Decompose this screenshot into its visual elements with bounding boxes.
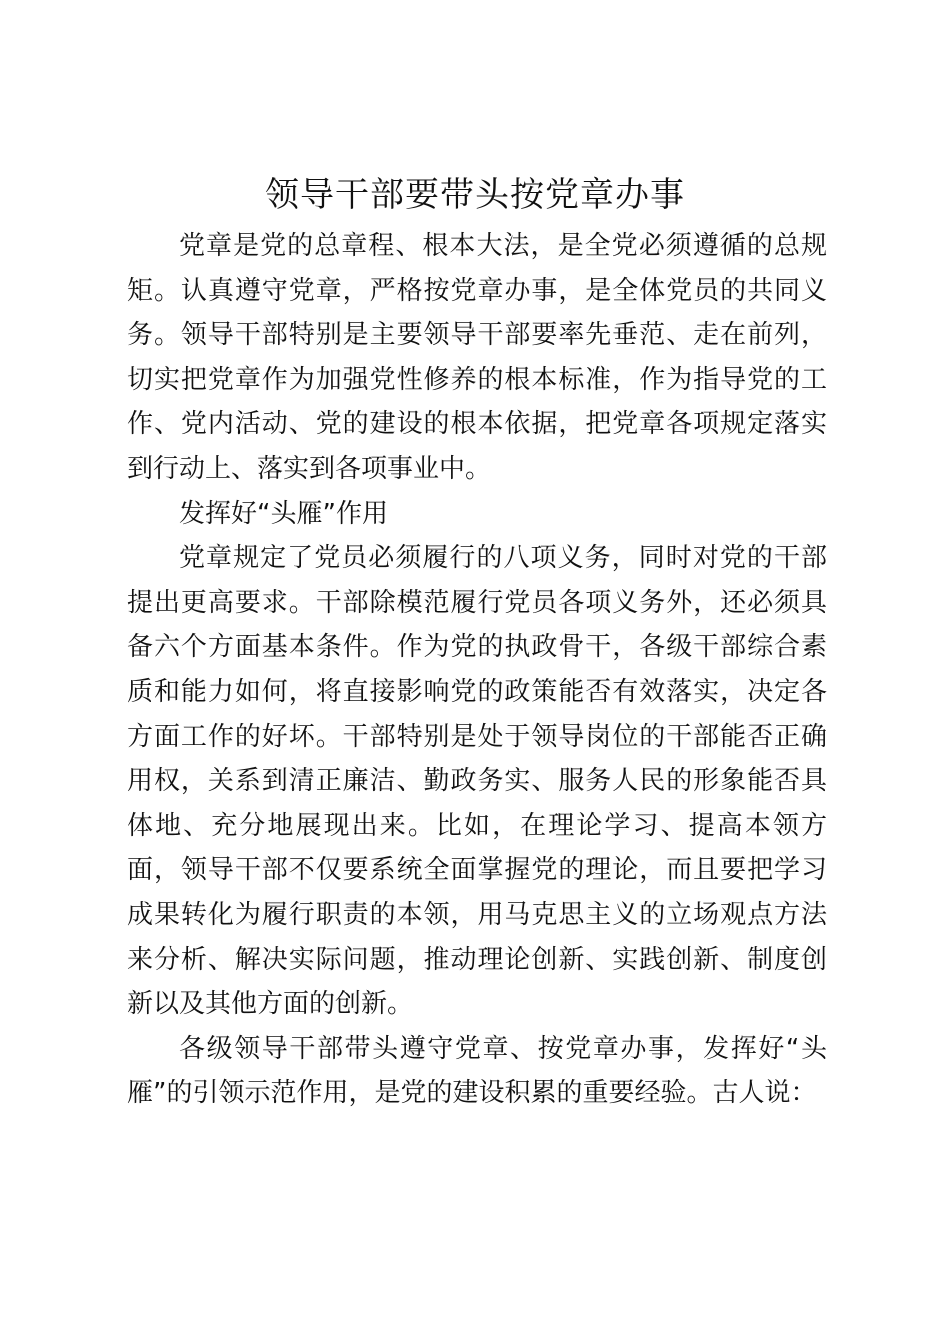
paragraph-intro: 党章是党的总章程、根本大法，是全党必须遵循的总规矩。认真遵守党章，严格按党章办事，是全体党员的共同义务。领导干部特别是主要领导干部要率先垂范、走在前列，切实把党章作为加强党性修养的根本标准，作为指导党的工作、党内活动、党的建设的根本依据，把党章各项规定落实到行动上、落实到各项事业中。 [127,231,827,484]
paragraph-obligations: 党章规定了党员必须履行的八项义务，同时对党的干部提出更高要求。干部除模范履行党员各项义务外，还必须具备六个方面基本条件。作为党的执政骨干，各级干部综合素质和能力如何，将直接影响党的政策能否有效落实，决定各方面工作的好坏。干部特别是处于领导岗位的干部能否正确用权，关系到清正廉洁、勤政务实、服务人民的形象能否具体地、充分地展现出来。比如，在理论学习、提高本领方面，领导干部不仅要系统全面掌握党的理论，而且要把学习成果转化为履行职责的本领，用马克思主义的立场观点方法来分析、解决实际问题，推动理论创新、实践创新、制度创新以及其他方面的创新。 [127,543,827,1020]
section-heading: 发挥好“头雁”作用 [179,498,388,529]
paragraph-experience: 各级领导干部带头遵守党章、按党章办事，发挥好“头雁”的引领示范作用，是党的建设积累的重要经验。古人说： [127,1033,827,1109]
document-title: 领导干部要带头按党章办事 [265,175,685,215]
document-body [127,224,827,1116]
